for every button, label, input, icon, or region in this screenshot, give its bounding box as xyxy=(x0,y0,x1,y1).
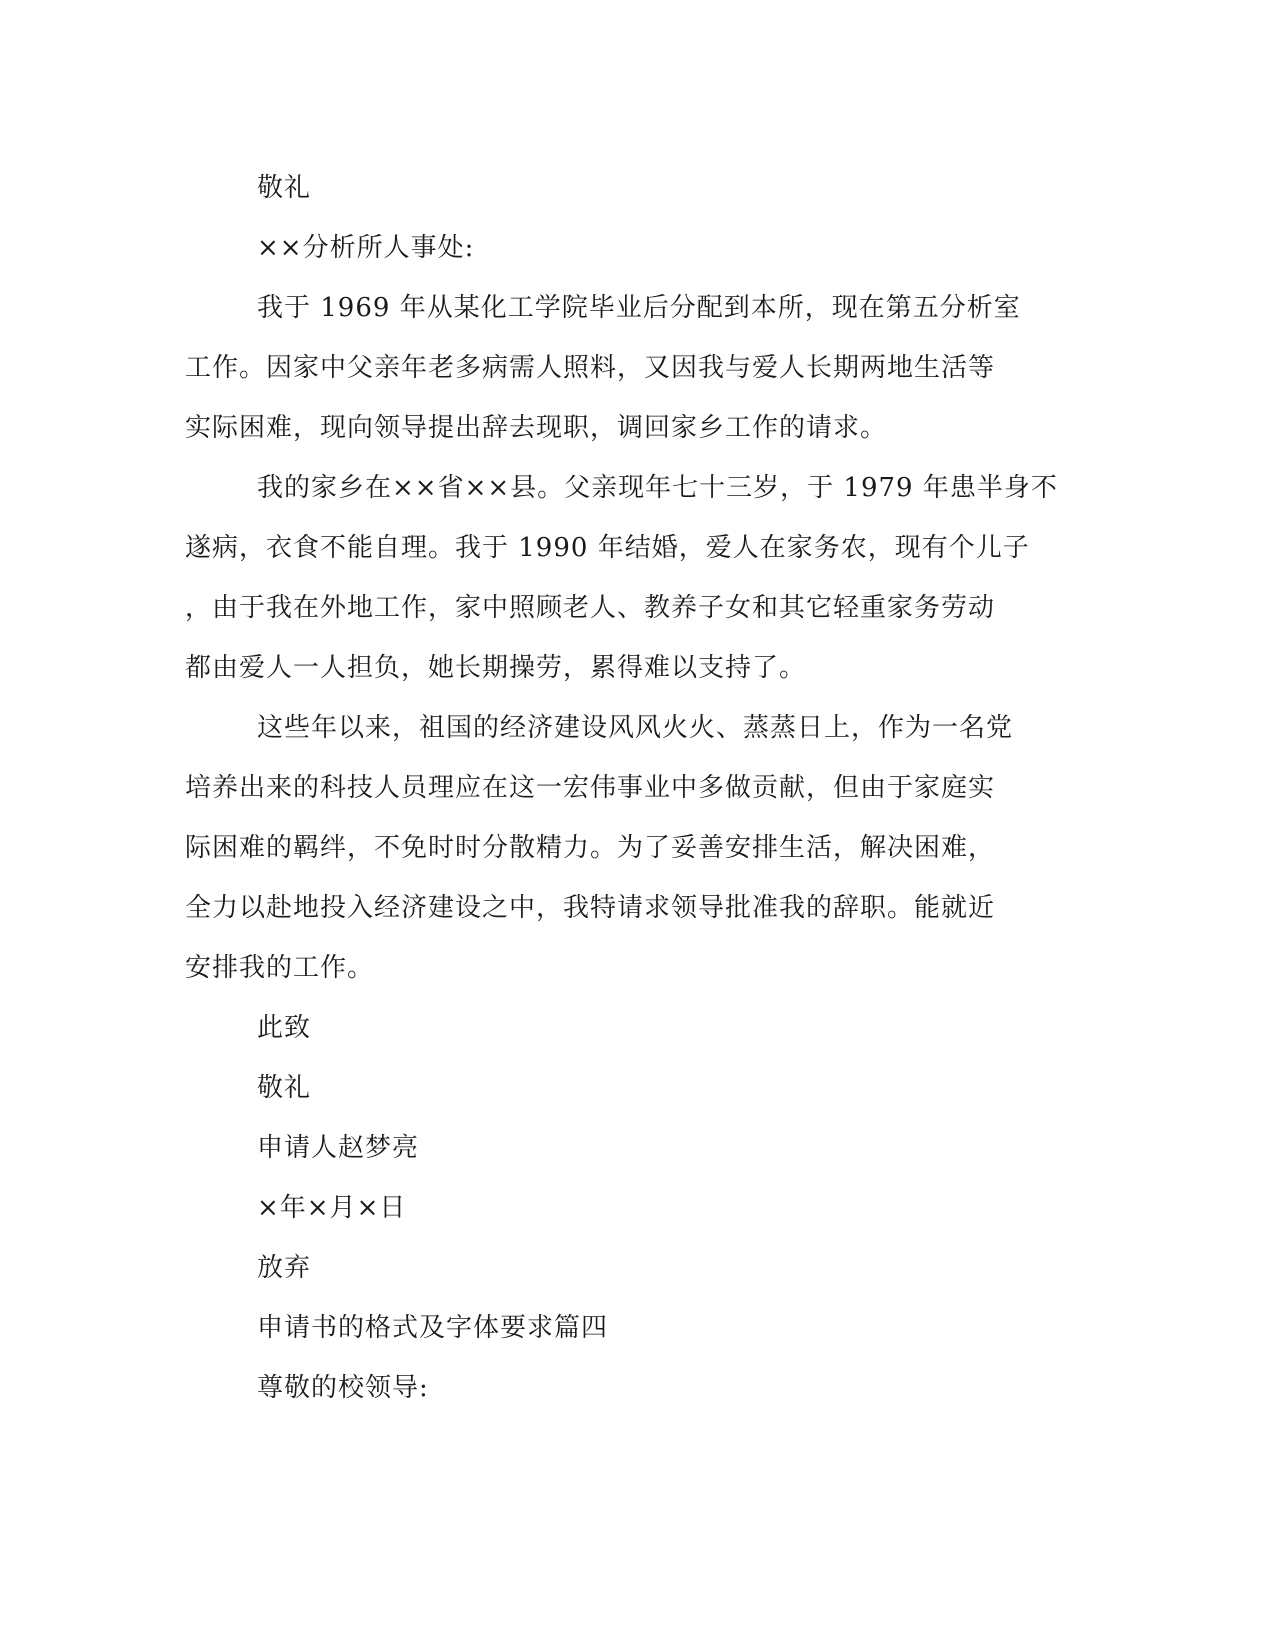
paragraph-line: 都由爱人一人担负，她长期操劳，累得难以支持了。 xyxy=(185,653,807,683)
salutation-line: 尊敬的校领导: xyxy=(257,1373,429,1403)
paragraph-line: ，由于我在外地工作，家中照顾老人、教养子女和其它轻重家务劳动 xyxy=(185,593,996,623)
paragraph-3 xyxy=(185,698,1045,998)
section-heading: 申请书的格式及字体要求篇四 xyxy=(257,1313,609,1343)
paragraph-1 xyxy=(185,278,1045,458)
jingli-line: 敬礼 xyxy=(257,1073,312,1103)
paragraph-2 xyxy=(185,458,1058,698)
recipient-line: ××分析所人事处: xyxy=(257,233,475,263)
paragraph-line: 全力以赴地投入经济建设之中，我特请求领导批准我的辞职。能就近 xyxy=(185,893,996,923)
paragraph-line: 实际困难，现向领导提出辞去现职，调回家乡工作的请求。 xyxy=(185,413,888,443)
paragraph-line: 我于 1969 年从某化工学院毕业后分配到本所，现在第五分析室 xyxy=(257,293,1021,323)
letter-body xyxy=(185,158,1058,1418)
cizhi-line: 此致 xyxy=(257,1013,312,1043)
paragraph-line: 工作。因家中父亲年老多病需人照料，又因我与爱人长期两地生活等 xyxy=(185,353,996,383)
paragraph-line: 遂病，衣食不能自理。我于 1990 年结婚，爱人在家务农，现有个儿子 xyxy=(185,533,1030,563)
paragraph-line: 我的家乡在××省××县。父亲现年七十三岁，于 1979 年患半身不 xyxy=(257,473,1058,503)
paragraph-line: 安排我的工作。 xyxy=(185,953,375,983)
applicant-signature: 申请人赵梦亮 xyxy=(257,1133,420,1163)
fangqi-line: 放弃 xyxy=(257,1253,312,1283)
date-line: ×年×月×日 xyxy=(257,1193,407,1223)
closing-salute-top: 敬礼 xyxy=(257,173,312,203)
paragraph-line: 际困难的羁绊，不免时时分散精力。为了妥善安排生活，解决困难， xyxy=(185,833,996,863)
paragraph-line: 这些年以来，祖国的经济建设风风火火、蒸蒸日上，作为一名党 xyxy=(257,713,1014,743)
paragraph-line: 培养出来的科技人员理应在这一宏伟事业中多做贡献，但由于家庭实 xyxy=(185,773,996,803)
